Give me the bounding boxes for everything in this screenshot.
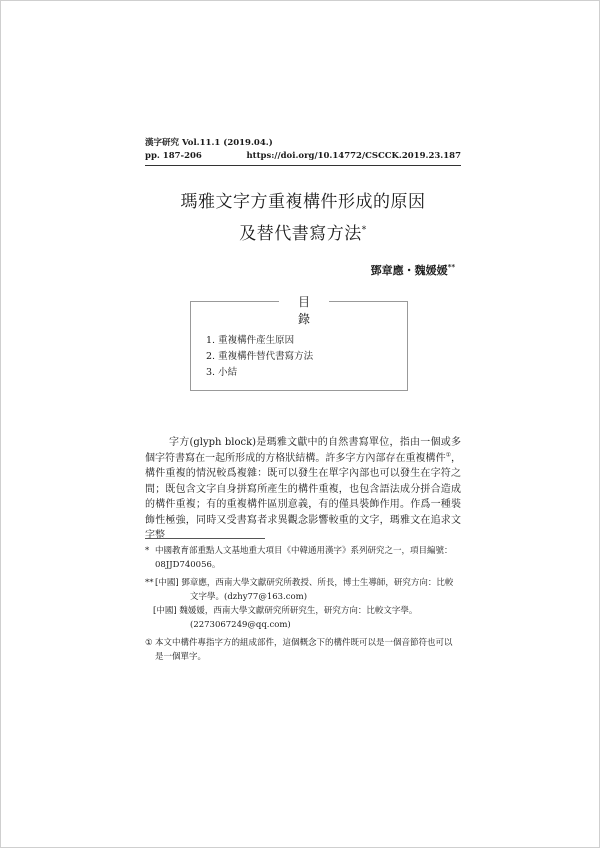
header-row-2 (145, 150, 461, 163)
page-range: pp. 187-206 (145, 151, 202, 161)
footnote-3-line-2: 是一個單字。 (155, 652, 207, 662)
author-text: 鄧章應・魏媛媛 (370, 264, 448, 277)
table-of-contents (190, 295, 408, 391)
footnote-1-line-2: 08JJD740056。 (155, 560, 221, 570)
toc-heading: 目錄 (279, 293, 329, 327)
footnote-1 (145, 544, 461, 572)
header-rule (145, 165, 461, 166)
footnote-3 (145, 636, 461, 664)
footnote-2-line-4: (2273067249@qq.com) (190, 620, 291, 630)
toc-list (206, 333, 313, 381)
title-text-1: 瑪雅文字方重複構件形成的原因 (180, 192, 426, 212)
title-footnote-mark[interactable]: * (361, 225, 367, 236)
toc-item-3[interactable]: 3. 小結 (206, 367, 238, 378)
footnote-2-line-3: [中國] 魏媛媛，西南大學文獻研究所研究生，研究方向：比較文字學。 (153, 606, 418, 616)
author-names (371, 262, 455, 278)
footnote-rule (145, 538, 265, 539)
doi-link[interactable]: https://doi.org/10.14772/CSCCK.2019.23.187 (246, 151, 461, 161)
title-text-2: 及替代書寫方法 (239, 224, 362, 244)
toc-item-2[interactable]: 2. 重複構件替代書寫方法 (206, 351, 314, 362)
footnote-2 (145, 576, 461, 632)
footnote-ref-1[interactable]: ① (445, 451, 451, 459)
footnote-1-line-1: 中國教育部重點人文基地重大項目《中韓通用漢字》系列研究之一，項目編號： (155, 546, 453, 556)
author-footnote-mark[interactable]: ** (447, 262, 455, 272)
footnote-1-mark: * (145, 546, 150, 556)
toc-item-1[interactable]: 1. 重複構件產生原因 (206, 335, 295, 346)
footnote-2-line-1: [中國] 鄧章應，西南大學文獻研究所教授、所長，博士生導師，研究方向：比較 (155, 578, 454, 588)
title-line-1 (145, 190, 461, 214)
footnotes (145, 544, 461, 668)
footnote-2-mark: ** (145, 578, 154, 588)
journal-info: 漢字研究 Vol.11.1 (2019.04.) (145, 138, 273, 148)
title-line-2 (145, 222, 461, 246)
body-text-part-1: 字方(glyph block)是瑪雅文獻中的自然書寫單位，指由一個或多個字符書寫在一起所形成的方格狀結構。許多字方內部存在重複構件 (145, 437, 461, 464)
footnote-3-line-1: 本文中構件專指字方的組成部件，這個概念下的構件既可以是一個音節符也可以 (155, 638, 453, 648)
footnote-3-mark: ① (145, 638, 153, 648)
footnote-2-line-2: 文字學。(dzhy77@163.com) (190, 592, 308, 602)
journal-header (145, 137, 461, 163)
header-row-1 (145, 137, 461, 150)
body-paragraph (145, 435, 461, 544)
body-text-part-2: ，構件重複的情況較爲複雜：既可以發生在單字內部也可以發生在字符之間；既包含文字自身拼寫所產生的構件重複，也包含語法成分拼合造成的構件重複；有的重複構件區別意義，有的僅具裝飾作用。作爲一種裝飾性極強，同時又受書寫者求異觀念影響較重的文字，瑪雅文在追求文字整 (145, 452, 461, 541)
